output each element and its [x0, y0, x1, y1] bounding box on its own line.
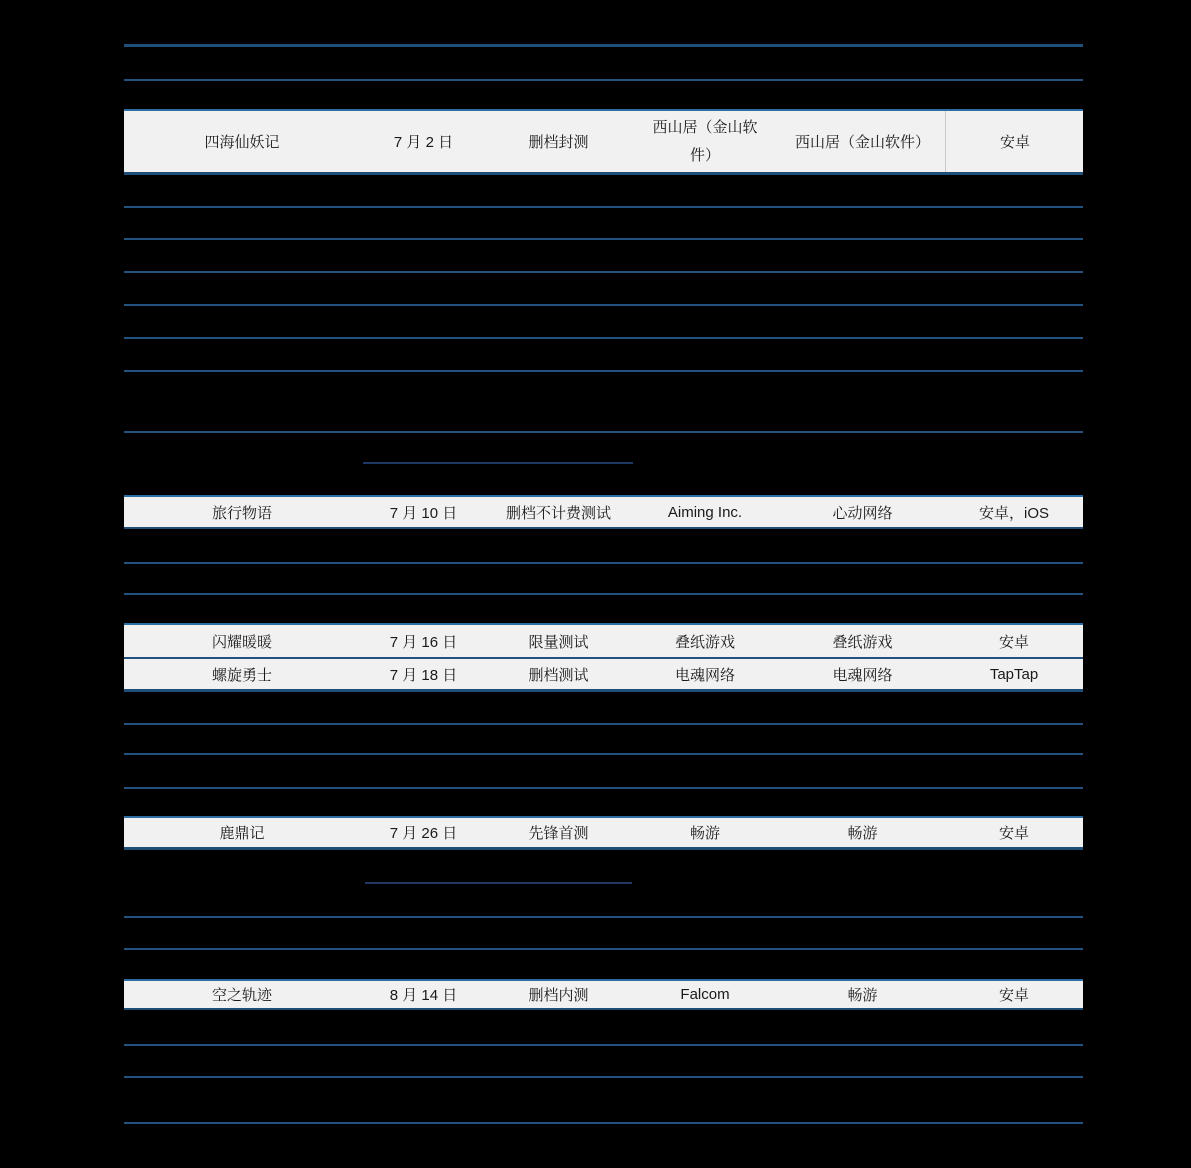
divider-line	[124, 787, 1083, 789]
divider-line	[124, 271, 1083, 273]
cell-developer: 西山居（金山软件）	[652, 118, 758, 164]
cell-test-type: 限量测试	[528, 633, 589, 651]
divider-line	[124, 206, 1083, 208]
cell-publisher: 畅游	[847, 825, 878, 842]
cell-test-type: 删档内测	[528, 987, 589, 1004]
cell-test-type: 删档测试	[528, 666, 589, 684]
cell-game-name: 闪耀暖暖	[211, 633, 272, 651]
cell-platform: 安卓	[998, 987, 1029, 1004]
cell-developer: Aiming Inc.	[667, 503, 743, 521]
cell-publisher: 畅游	[847, 987, 878, 1004]
cell-publisher: 西山居（金山软件）	[780, 111, 946, 172]
cell-test-type: 先锋首测	[528, 825, 589, 842]
cell-game-name: 鹿鼎记	[219, 825, 265, 842]
cell-developer: Falcom	[680, 986, 730, 1003]
cell-platform: 安卓	[998, 825, 1029, 842]
cell-test-type: 删档封测	[528, 134, 589, 151]
cell-game-name: 空之轨迹	[211, 987, 272, 1004]
divider-line	[124, 238, 1083, 240]
cell-platform: 安卓，iOS	[978, 504, 1049, 522]
cell-date: 7 月 18 日	[389, 666, 458, 684]
cell-platform: 安卓	[998, 633, 1029, 651]
table-row	[124, 657, 1083, 692]
cell-date: 7 月 26 日	[389, 825, 458, 842]
divider-line	[124, 337, 1083, 339]
cell-date: 7 月 16 日	[389, 633, 458, 651]
divider-line	[124, 370, 1083, 372]
cell-platform: 安卓	[999, 134, 1030, 151]
divider-line	[124, 593, 1083, 595]
table-row	[124, 109, 1083, 175]
cell-test-type: 删档不计费测试	[505, 504, 611, 522]
cell-game-name: 四海仙妖记	[204, 134, 280, 151]
cell-platform: TapTap	[989, 665, 1039, 683]
cell-developer: 叠纸游戏	[674, 633, 735, 651]
cell-date: 7 月 10 日	[389, 504, 458, 522]
cell-game-name: 螺旋勇士	[211, 666, 272, 684]
divider-line	[124, 44, 1083, 47]
divider-line	[124, 1044, 1083, 1046]
cell-game-name: 旅行物语	[211, 504, 272, 522]
cell-date: 8 月 14 日	[389, 987, 458, 1004]
link-underline	[365, 882, 632, 884]
divider-line	[124, 723, 1083, 725]
table-row	[124, 623, 1083, 657]
divider-line	[124, 1076, 1083, 1078]
divider-line	[124, 562, 1083, 564]
divider-line	[124, 79, 1083, 81]
cell-developer: 电魂网络	[674, 666, 735, 684]
cell-publisher: 电魂网络	[832, 666, 893, 684]
cell-developer: 畅游	[689, 825, 720, 842]
cell-date: 7 月 2 日	[393, 134, 454, 151]
table-row	[124, 979, 1083, 1010]
table-row	[124, 495, 1083, 529]
divider-line	[124, 948, 1083, 950]
divider-line	[124, 431, 1083, 433]
cell-publisher: 心动网络	[832, 504, 893, 522]
cell-publisher: 叠纸游戏	[832, 633, 893, 651]
divider-line	[124, 753, 1083, 755]
divider-line	[124, 916, 1083, 918]
link-underline	[363, 462, 633, 464]
divider-line	[124, 304, 1083, 306]
table-row	[124, 816, 1083, 850]
divider-line	[124, 1122, 1083, 1124]
